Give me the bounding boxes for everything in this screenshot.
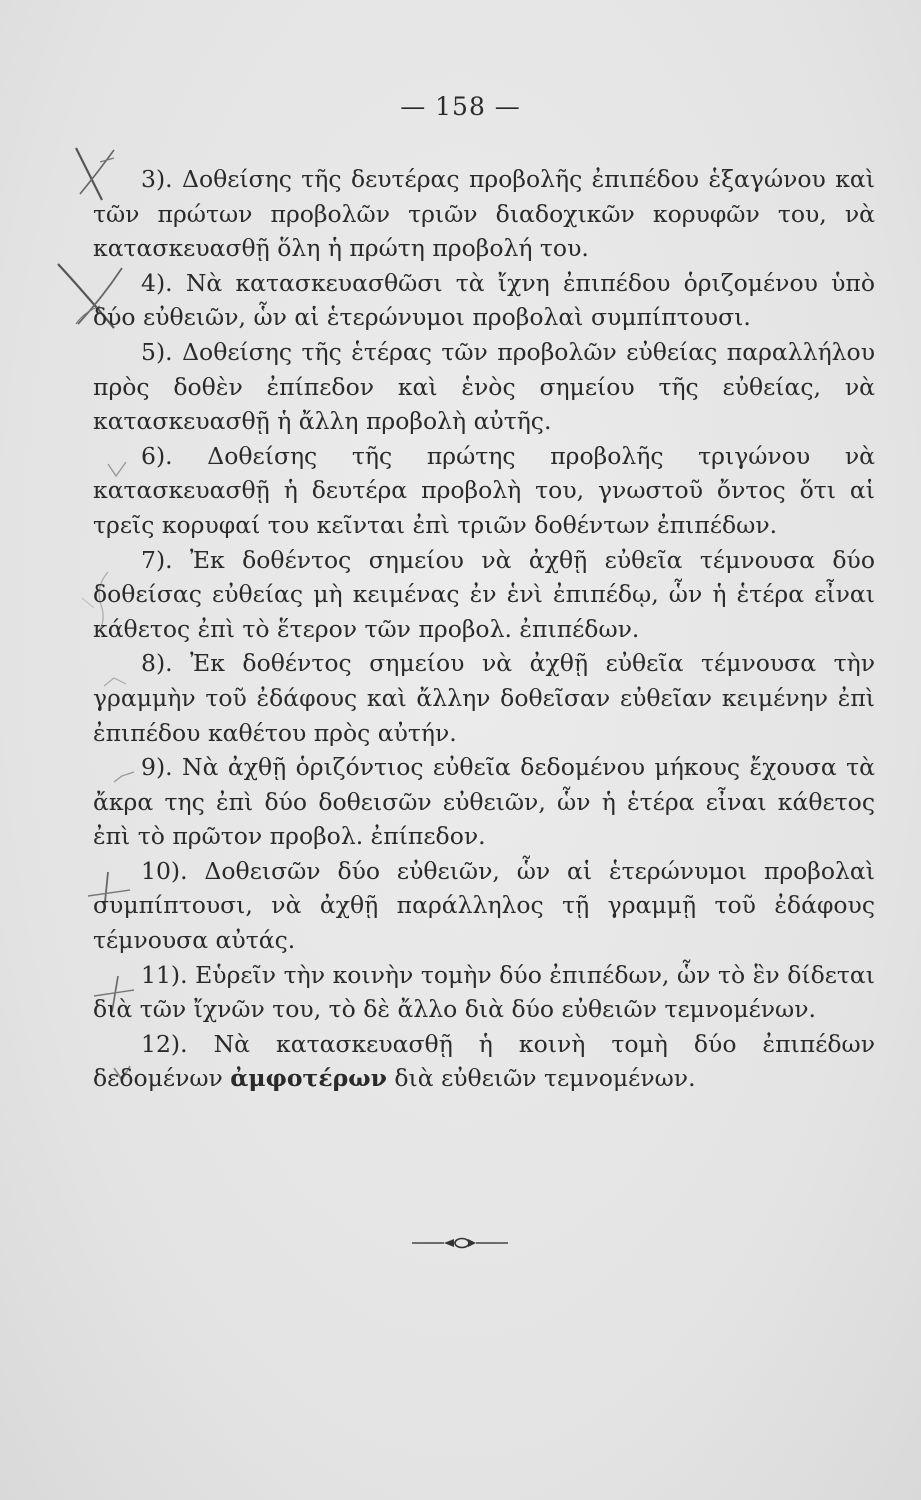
exercise-item-12-text-end: διὰ εὐθειῶν τεμνομένων.: [386, 1064, 696, 1093]
exercise-item-11: 11). Εὑρεῖν τὴν κοινὴν τομὴν δύο ἐπιπέδων, ὧν τὸ ἓν δίδεται διὰ τῶν ἴχνῶν του, τὸ δὲ ἄλλο διὰ δύο εὐθειῶν τεμνομένων.: [93, 960, 875, 1024]
page-number: — 158 —: [400, 92, 521, 121]
exercise-item-8: 8). Ἐκ δοθέντος σημείου νὰ ἀχθῇ εὐθεῖα τέμνουσα τὴν γραμμὴν τοῦ ἐδάφους καὶ ἄλλην δοθεῖσαν εὐθεῖαν κειμένην ἐπὶ ἐπιπέδου καθέτου πρὸς αὐτήν.: [93, 649, 875, 747]
exercise-item-7: 7). Ἐκ δοθέντος σημείου νὰ ἀχθῇ εὐθεῖα τέμνουσα δύο δοθείσας εὐθείας μὴ κειμένας ἐν ἑνὶ ἐπιπέδῳ, ὧν ἡ ἑτέρα εἶναι κάθετος ἐπὶ τὸ ἕτερον τῶν προβολ. ἐπιπέδων.: [93, 545, 875, 643]
exercise-item-6: 6). Δοθείσης τῆς πρώτης προβολῆς τριγώνου νὰ κατασκευασθῇ ἡ δευτέρα προβολὴ του, γνωστοῦ ὄντος ὅτι αἱ τρεῖς κορυφαί του κεῖνται ἐπὶ τριῶν δοθέντων ἐπιπέδων.: [93, 441, 875, 539]
exercise-item-10: 10). Δοθεισῶν δύο εὐθειῶν, ὧν αἱ ἑτερώνυμοι προβολαὶ συμπίπτουσι, νὰ ἀχθῇ παράλληλος τῇ γραμμῇ τοῦ ἐδάφους τέμνουσα αὐτάς.: [93, 856, 875, 955]
exercise-item-3: 3). Δοθείσης τῆς δευτέρας προβολῆς ἐπιπέδου ἑξαγώνου καὶ τῶν πρώτων προβολῶν τριῶν διαδοχικῶν κορυφῶν του, νὰ κατασκευασθῇ ὅλη ἡ πρώτη προβολή του.: [93, 165, 875, 263]
exercise-item-12: [93, 1027, 875, 1096]
exercise-item-4: 4). Νὰ κατασκευασθῶσι τὰ ἴχνη ἐπιπέδου ὁριζομένου ὑπὸ δύο εὐθειῶν, ὧν αἱ ἑτερώνυμοι προβολαὶ συμπίπτουσι.: [93, 268, 875, 332]
end-ornament-icon: [410, 1236, 510, 1250]
exercise-item-12-text: 12). Νὰ κατασκευασθῇ ἡ κοινὴ τομὴ δύο ἐπιπέδων δεδομένων: [93, 1029, 875, 1093]
exercise-item-5: 5). Δοθείσης τῆς ἑτέρας τῶν προβολῶν εὐθείας παραλλήλου πρὸς δοθὲν ἐπίπεδον καὶ ἑνὸς σημείου τῆς εὐθείας, νὰ κατασκευασθῇ ἡ ἄλλη προβολὴ αὐτῆς.: [93, 337, 875, 436]
exercise-list: [93, 162, 875, 1096]
exercise-item-12-bold-word: ἀμφοτέρων: [230, 1064, 387, 1093]
exercise-item-9: 9). Νὰ ἀχθῇ ὁριζόντιος εὐθεῖα δεδομένου μήκους ἔχουσα τὰ ἄκρα της ἐπὶ δύο δοθεισῶν εὐθειῶν, ὧν ἡ ἑτέρα εἶναι κάθετος ἐπὶ τὸ πρῶτον προβολ. ἐπίπεδον.: [93, 753, 875, 851]
